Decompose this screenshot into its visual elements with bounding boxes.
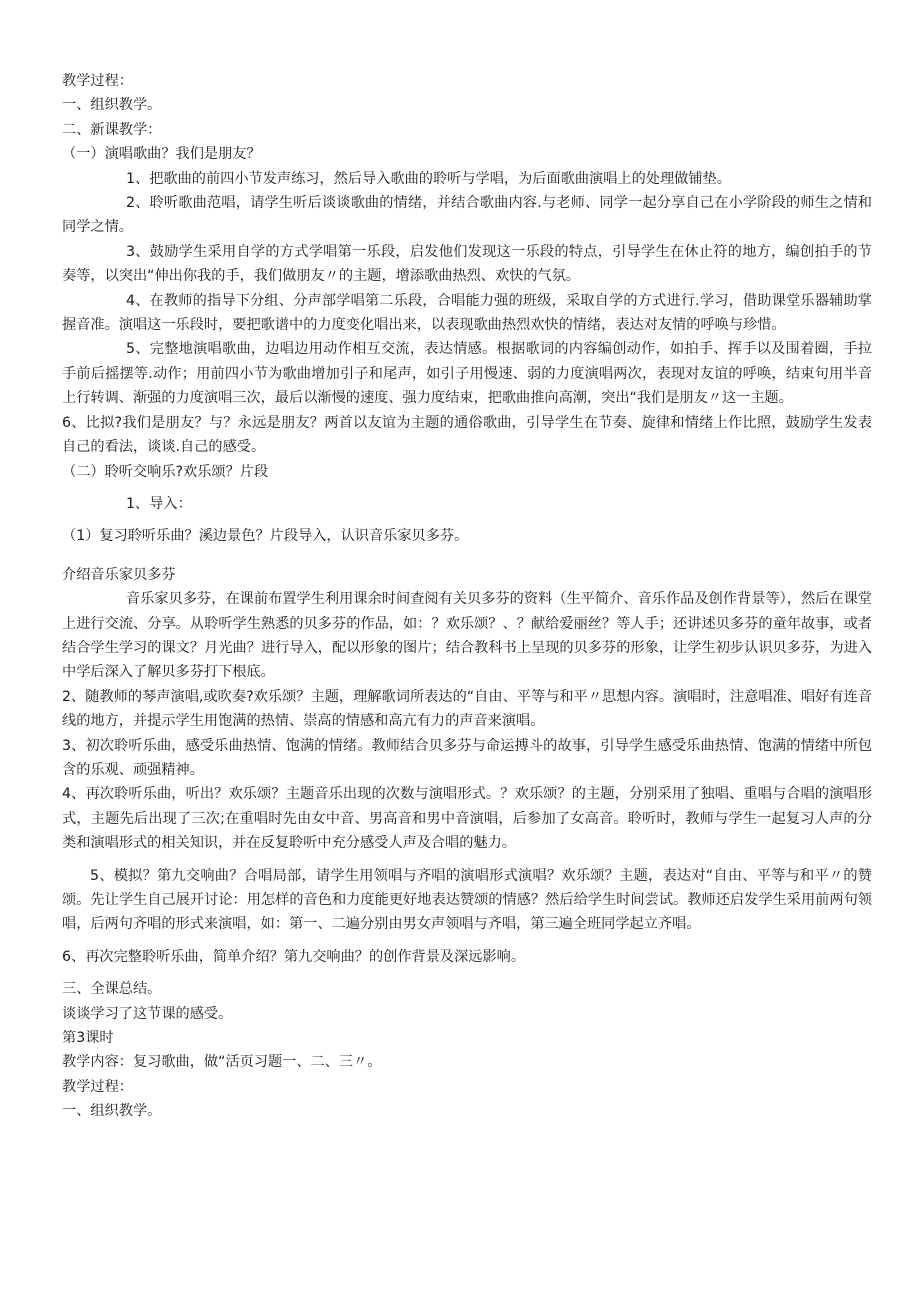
item-s3: 3、初次聆听乐曲，感受乐曲热情、饱满的情绪。教师结合贝多芬与命运搏斗的故事，引导学生感受乐曲热情、饱满的情绪中所包含的乐观、顽强精神。 [62,737,872,778]
item-intro: 1、导入： [126,495,192,512]
section-symphony: （二）聆听交响乐?欢乐颂？片段 [62,463,269,480]
item-3: 3、鼓励学生采用自学的方式学唱第一乐段，启发他们发现这一乐段的特点，引导学生在休止符的地方，编创拍手的节奏等，以突出“伸出你我的手，我们做朋友〃的主题，增添歌曲热烈、欢快的气氛。 [62,243,872,285]
lesson-3-organize: 一、组织教学。 [62,1103,162,1120]
section-sing-song: （一）演唱歌曲？我们是朋友？ [62,146,261,163]
document-page [62,69,872,1124]
subheading-beethoven: 介绍音乐家贝多芬 [62,566,176,583]
item-4: 4、在教师的指导下分组、分声部学唱第二乐段，合唱能力强的班级，采取自学的方式进行.学习，借助课堂乐器辅助掌握音准。演唱这一乐段时，要把歌谱中的力度变化唱出来，以表现歌曲热烈欢快的情绪，表达对友情的呼唤与珍惜。 [62,292,872,334]
item-s4: 4、再次聆听乐曲，听出？欢乐颂？主题音乐出现的次数与演唱形式。？欢乐颂？的主题，分别采用了独唱、重唱与合唱的演唱形式，主题先后出现了三次;在重唱时先由女中音、男高音和男中音演唱，后参加了女高音。聆听时，教师与学生一起复习人声的分类和演唱形式的相关知识，并在反复聆听中充分感受人声及合唱的魅力。 [62,786,872,852]
item-s2: 2、随教师的琴声演唱,或吹奏?欢乐颂？主题，理解歌词所表达的“自由、平等与和平〃思想内容。演唱时，注意唱准、唱好有连音线的地方，并提示学生用饱满的热情、崇高的情感和高亢有力的声音来演唱。 [62,688,872,730]
paragraph-beethoven: 音乐家贝多芬，在课前布置学生利用课余时间查阅有关贝多芬的资料（生平简介、音乐作品及创作背景等），然后在课堂上进行交流、分享。从聆听学生熟悉的贝多芬的作品，如：？欢乐颂？、？献给爱丽丝？等人手；还讲述贝多芬的童年故事，或者结合学生学习的课文？月光曲？进行导入，配以形象的图片；结合教科书上呈现的贝多芬的形象，让学生初步认识贝多芬，为进入中学后深入了解贝多芬打下根底。 [62,591,872,681]
item-s6: 6、再次完整聆听乐曲，简单介绍？第九交响曲？的创作背景及深远影响。 [62,948,526,965]
lesson-3-process: 教学过程： [62,1078,133,1095]
lesson-3-title: 第3课时 [62,1030,114,1047]
step-summary: 三、全课总结。 [62,981,162,998]
item-1: 1、把歌曲的前四小节发声练习，然后导入歌曲的聆听与学唱，为后面歌曲演唱上的处理做铺垫。 [126,170,731,187]
item-review: （1）复习聆听乐曲？溪边景色？片段导入，认识音乐家贝多芬。 [62,528,469,545]
item-s5: 5、模拟？第九交响曲？合唱局部，请学生用领唱与齐唱的演唱形式演唱？欢乐颂？主题，表达对“自由、平等与和平〃的赞颂。先让学生自己展开讨论：用怎样的音色和力度能更好地表达赞颂的情感？然后给学生时间尝试。教师还启发学生采用前两句领唱，后两句齐唱的形式来演唱，如：第一、二遍分别由男女声领唱与齐唱，第三遍全班同学起立齐唱。 [62,867,872,933]
summary-text: 谈谈学习了这节课的感受。 [62,1005,233,1022]
item-5: 5、完整地演唱歌曲，边唱边用动作相互交流，表达情感。根据歌词的内容编创动作，如拍手、挥手以及围着圈，手拉手前后摇摆等.动作；用前四小节为歌曲增加引子和尾声，如引子用慢速、弱的力度演唱两次，表现对友谊的呼唤，结束句用半音上行转调、渐强的力度演唱三次，最后以渐慢的速度、强力度结束，把歌曲推向高潮，突出“我们是朋友〃这一主题。 [62,341,872,407]
step-organize: 一、组织教学。 [62,97,162,114]
step-new-lesson: 二、新课教学： [62,121,162,138]
item-2: 2、聆听歌曲范唱，请学生听后谈谈歌曲的情绪，并结合歌曲内容.与老师、同学一起分享自己在小学阶段的师生之情和同学之情。 [62,195,872,236]
item-6: 6、比拟?我们是朋友？与？永远是朋友？两首以友谊为主题的通俗歌曲，引导学生在节奏、旋律和情绪上作比照，鼓励学生发表自己的看法，谈谈.自己的感受。 [62,414,872,456]
heading-teaching-process: 教学过程： [62,73,133,89]
lesson-3-content: 教学内容：复习歌曲，做“活页习题一、二、三〃。 [62,1054,382,1071]
